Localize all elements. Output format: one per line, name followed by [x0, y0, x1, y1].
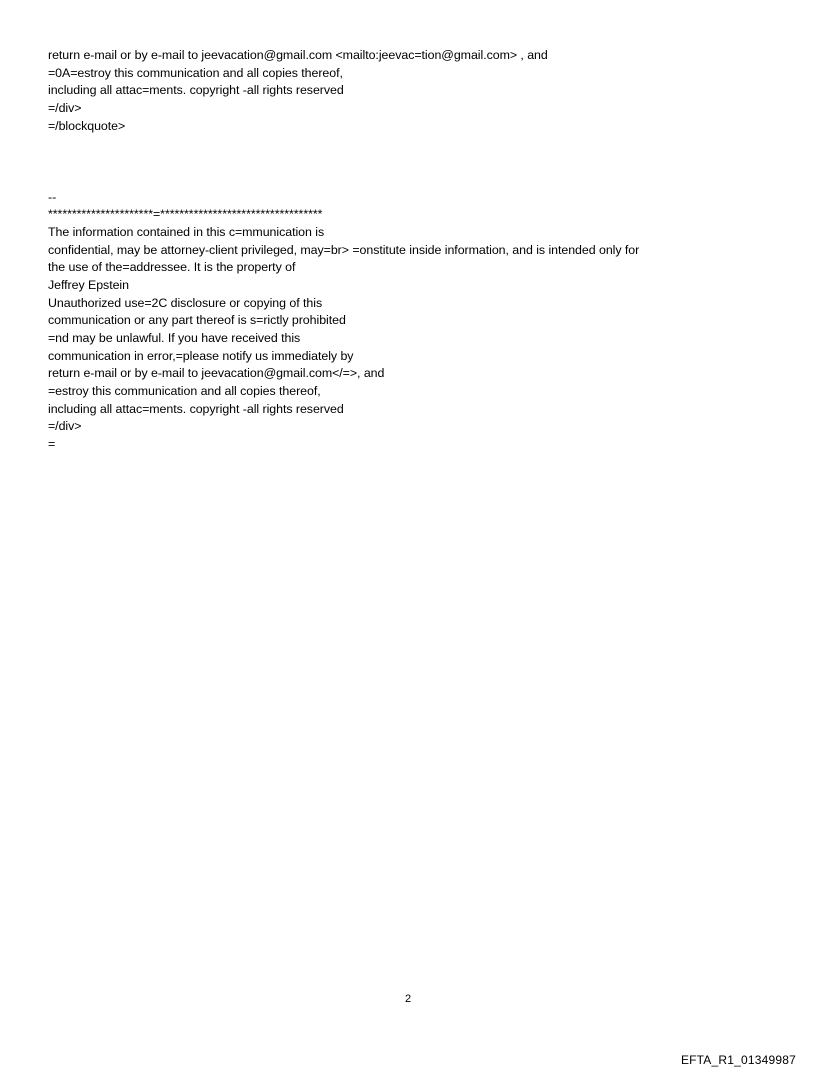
text-line: confidential, may be attorney-client privileged, may=br> =onstitute inside information, and is intended only for — [48, 242, 640, 257]
text-line: =/div> — [48, 419, 82, 434]
text-line: communication or any part thereof is s=rictly prohibited — [48, 313, 346, 328]
text-line: return e-mail or by e-mail to jeevacation@gmail.com <mailto:jeevac=tion@gmail.com> , and — [48, 48, 548, 62]
text-line: =0A=estroy this communication and all copies thereof, — [48, 65, 343, 80]
text-line: the use of the=addressee. It is the property of — [48, 260, 296, 275]
spacer — [48, 135, 768, 153]
spacer — [48, 153, 768, 171]
text-line: including all attac=ments. copyright -all rights reserved — [48, 83, 344, 98]
document-id: EFTA_R1_01349987 — [680, 1053, 796, 1067]
text-line: =/blockquote> — [48, 118, 126, 133]
spacer — [48, 171, 768, 189]
text-line: =/div> — [48, 101, 82, 116]
text-line: =nd may be unlawful. If you have received this — [48, 331, 301, 345]
text-line: return e-mail or by e-mail to jeevacation@gmail.com</=>, and — [48, 366, 385, 381]
text-line: Jeffrey Epstein — [48, 277, 129, 292]
text-line: =estroy this communication and all copies thereof, — [48, 384, 321, 399]
text-line: communication in error,=please notify us immediately by — [48, 348, 354, 363]
signature-separator: -- — [48, 189, 57, 204]
asterisk-rule: **********************=********************************** — [48, 207, 323, 222]
text-line: Unauthorized use=2C disclosure or copying of this — [48, 295, 323, 310]
text-line: = — [48, 437, 56, 452]
email-body — [48, 47, 768, 454]
text-line: including all attac=ments. copyright -all rights reserved — [48, 401, 344, 416]
page-number: 2 — [404, 993, 412, 1005]
text-line: The information contained in this c=mmunication is — [48, 224, 325, 239]
quoted-disclaimer-block — [48, 47, 768, 135]
signature-disclaimer-block — [48, 189, 768, 454]
